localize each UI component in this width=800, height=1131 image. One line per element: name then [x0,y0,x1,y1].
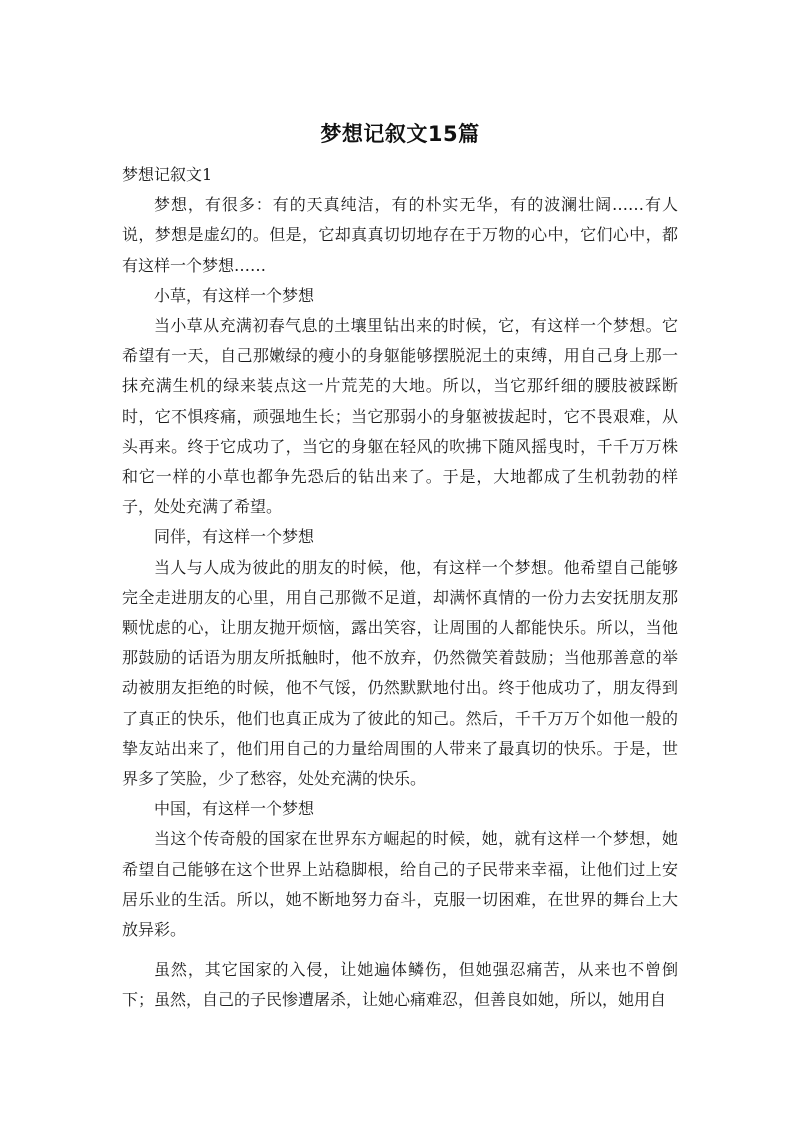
paragraph-china: 当这个传奇般的国家在世界东方崛起的时候，她，就有这样一个梦想，她希望自己能够在这个世界上站稳脚根，给自己的子民带来幸福，让他们过上安居乐业的生活。所以，她不断地努力奋斗，克服一切困难，在世界的舞台上大放异彩。 [122,829,678,940]
subheading-china: 中国，有这样一个梦想 [154,799,315,819]
subheading-companion: 同伴，有这样一个梦想 [154,527,315,547]
paragraph-china-continued: 虽然，其它国家的入侵，让她遍体鳞伤，但她强忍痛苦，从来也不曾倒下；虽然，自己的子民惨遭屠杀，让她心痛难忍，但善良如她，所以，她用自 [122,960,678,1010]
paragraph-companion: 当人与人成为彼此的朋友的时候，他，有这样一个梦想。他希望自己能够完全走进朋友的心里，用自己那微不足道，却满怀真情的一份力去安抚朋友那颗忧虑的心，让朋友抛开烦恼，露出笑容，让周围的人都能快乐。所以，当他那鼓励的话语为朋友所抵触时，他不放弃，仍然微笑着鼓励；当他那善意的举动被朋友拒绝的时候，他不气馁，仍然默默地付出。终于他成功了，朋友得到了真正的快乐，他们也真正成为了彼此的知己。然后，千千万万个如他一般的挚友站出来了，他们用自己的力量给周围的人带来了最真切的快乐。于是，世界多了笑脸，少了愁容，处处充满的快乐。 [122,557,678,789]
subheading-grass: 小草，有这样一个梦想 [154,285,315,305]
paragraph-intro: 梦想，有很多：有的天真纯洁，有的朴实无华，有的波澜壮阔……有人说，梦想是虚幻的。但是，它却真真切切地存在于万物的心中，它们心中，都有这样一个梦想…… [122,195,678,275]
paragraph-grass: 当小草从充满初春气息的土壤里钻出来的时候，它，有这样一个梦想。它希望有一天，自己那嫩绿的瘦小的身躯能够摆脱泥土的束缚，用自己身上那一抹充满生机的绿来装点这一片荒芜的大地。所以，当它那纤细的腰肢被踩断时，它不惧疼痛，顽强地生长；当它那弱小的身躯被拔起时，它不畏艰难，从头再来。终于它成功了，当它的身躯在轻风的吹拂下随风摇曳时，千千万万株和它一样的小草也都争先恐后的钻出来了。于是，大地都成了生机勃勃的样子，处处充满了希望。 [122,316,678,517]
section-heading: 梦想记叙文1 [122,165,213,184]
document-title: 梦想记叙文15篇 [320,122,480,146]
document-body [122,160,678,1016]
